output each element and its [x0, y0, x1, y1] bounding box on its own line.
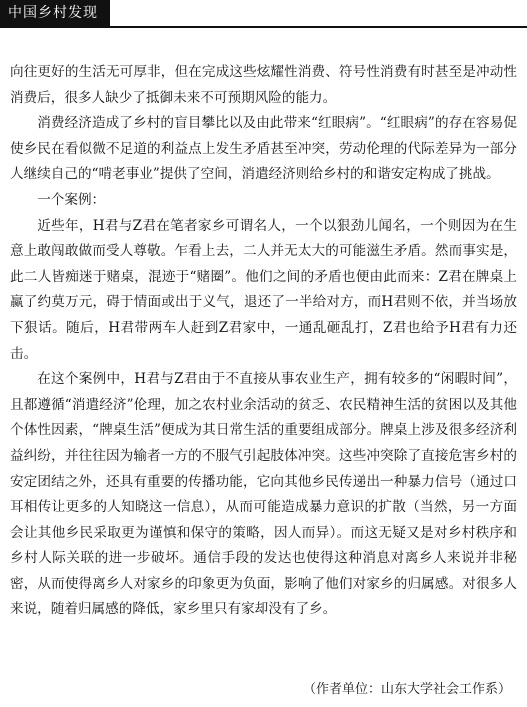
paragraph-continuation: 向往更好的生活无可厚非，但在完成这些炫耀性消费、符号性消费有时甚至是冲动性消费后，很多人缺少了抵御未来不可预期风险的能力。 [10, 64, 517, 106]
author-affiliation: （作者单位：山东大学社会工作系） [302, 682, 511, 697]
section-label: 中国乡村发现 [0, 0, 110, 27]
paragraph-case-story: 近些年，H君与Z君在笔者家乡可谓名人，一个以狠劲儿闻名，一个则因为在生意上敢闯敢做而受人尊敬。乍看上去，二人并无太大的可能滋生矛盾。然而事实是，此二人皆痴迷于赌桌，混迹于“赌圈”。他们之间的矛盾也便由此而来：Z君在牌桌上赢了约莫万元，碍于情面或出于义气，退还了一半给对方，而H君则不依，并当场放下狠话。随后，H君带两车人赶到Z君家中，一通乱砸乱打，Z君也给予H君有力还击。 [10, 217, 517, 362]
paragraph-case-heading: 一个案例： [37, 191, 106, 208]
paragraph-case-analysis: 在这个案例中，H君与Z君由于不直接从事农业生产，拥有较多的“闲暇时间”，且都遵循“消遣经济”伦理，加之农村业余活动的贫乏、农民精神生活的贫困以及其他个体性因素，“牌桌生活”便成为其日常生活的重要组成部分。牌桌上涉及很多经济利益纠纷，并往往因为输者一方的不服气引起肢体冲突。这些冲突除了直接危害乡村的安定团结之外，还具有重要的传播功能，它向其他乡民传递出一种暴力信号（通过口耳相传让更多的人知晓这一信息），从而可能造成暴力意识的扩散（当然，另一方面会让其他乡民采取更为谨慎和保守的策略，因人而异）。而这无疑又是对乡村秩序和乡村人际关联的进一步破坏。通信手段的发达也使得这种消息对离乡人来说并非秘密，从而使得离乡人对家乡的印象更为负面，影响了他们对家乡的归属感。对很多人来说，随着归属感的降低，家乡里只有家却没有了乡。 [10, 371, 517, 618]
article-body [10, 60, 517, 623]
paragraph-consumption-economy: 消费经济造成了乡村的盲目攀比以及由此带来“红眼病”。“红眼病”的存在容易促使乡民在看似微不足道的利益点上发生矛盾甚至冲突，劳动伦理的代际差异为一部分人继续自己的“啃老事业”提供了空间，消遣经济则给乡村的和谐安定构成了挑战。 [10, 115, 517, 183]
header-divider [0, 26, 527, 28]
